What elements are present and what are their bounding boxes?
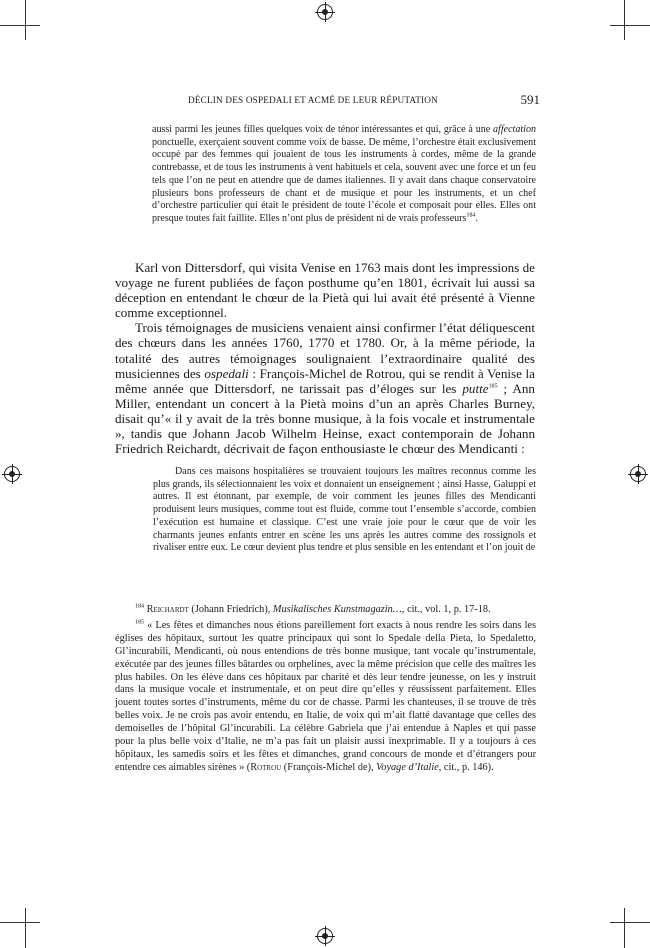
registration-mark-icon (317, 928, 333, 944)
footnote-ref: 184 (466, 212, 476, 219)
footnote: $^{185}$ « Les fêtes et dimanches nous étions pareillement fort exacts à nous rendre les soirs dans les églises des hôpitaux, surtout les quatre principaux qui sont lo Spedale della Pieta, lo Spedaletto, Gl’incurabili, Mendicanti, où nous entendions de très bonne musique, tant vocale qu’instrumentale, exécutée par des jeunes filles bâtardes ou orphelines, avec la même précision que celle des maîtres les plus habiles. On les élève dans ces hôpitaux par charité et dès leur tendre jeunesse, on les y instruit dans la musique vocale et instrumentale, et on peut dire qu’elles y réussissent parfaitement. Elles jouent toutes sortes d’instruments, même du cor de chasse. Parmi les chanteuses, il se trouve de très belles voix. Je ne crois pas avoir entendu, en Italie, de voix qui m’ait flatté davantage que celles des demoiselles de l’hôpital Gl’incurabili. La célèbre Gabriela que j’ai entendue à Naples et qui passe pour la plus belle voix d’Italie, ne m’a pas fait un plaisir aussi inexprimable. Il y a toujours à ces hôpitaux, les samedis soirs et les fêtes et dimanches, grand concours de monde et d’étrangers pour entendre ces aimables sirènes » (Rotrou (François-Michel de), Voyage d’Italie, cit., p. 146). (115, 619, 537, 773)
footnotes (115, 604, 536, 778)
running-header (168, 94, 540, 108)
paragraph: Karl von Dittersdorf, qui visita Venise en 1763 mais dont les impressions de voyage ne furent publiées de façon posthume qu’en 1801, écrivait lui aussi sa déception en entendant le chœur de la Pietà qui lui avait été présenté à Vienne comme exceptionnel. (115, 260, 535, 321)
registration-mark-icon (630, 466, 646, 482)
crop-mark (25, 908, 26, 948)
crop-mark (610, 25, 650, 26)
body-text (115, 260, 535, 456)
paragraph: Trois témoignages de musiciens venaient ainsi confirmer l’état déliquescent des chœurs dans les années 1760, 1770 et 1780. Or, à la même période, la totalité des autres témoignages soulignaient l’extraordinaire qualité des musiciennes des ospedali : François-Michel de Rotrou, qui se rendit à Venise la même année que Dittersdorf, ne tarissait pas d’éloges sur les putte$^{185}$ ; Ann Miller, entendant un concert à la Pietà moins d’un an après Charles Burney, disait qu’« il y avait de la très bonne musique, à la fois vocale et instrumentale », tandis que Johann Jacob Wilhelm Heinse, exact contemporain de Johann Friedrich Reichardt, décrivait de façon enthousiaste le chœur des Mendicanti : (115, 320, 535, 457)
crop-mark (25, 0, 26, 40)
registration-mark-icon (4, 466, 20, 482)
page-number: 591 (520, 92, 540, 107)
crop-mark (624, 0, 625, 40)
running-title: DÉCLIN DES OSPEDALI ET ACMÉ DE LEUR RÉPUTATION (188, 95, 438, 105)
footnote-ref: 185 (488, 383, 498, 390)
crop-mark (624, 908, 625, 948)
crop-mark (0, 25, 40, 26)
footnote: $^{184}$ Reichardt (Johann Friedrich), Musikalisches Kunstmagazin…, cit., vol. 1, p. 17-18. (135, 603, 491, 615)
block-quote: aussi parmi les jeunes filles quelques voix de ténor intéressantes et qui, grâce à une affectation ponctuelle, exerçaient souvent comme voix de basse. De même, l’orchestre était exclusivement occupé par des femmes qui jouaient de tous les instruments à cordes, même de la grande contrebasse, et de tous les instruments à vent habituels et cela, souvent avec une force et un feu tels que l’on ne peut en attendre que de dames italiennes. Il y avait dans chaque conservatoire plusieurs bons professeurs de chant et de musique et pour les instruments, et un chef d’orchestre particulier qui était le président de toute l’école et composait pour elles. Elles ont presque toutes fait faillite. Elles n’ont plus de président ni de vrais professeurs$^{184}$. (152, 124, 536, 224)
crop-mark (610, 922, 650, 923)
block-quote: Dans ces maisons hospitalières se trouvaient toujours les maîtres reconnus comme les plus grands, ils sélectionnaient les voix et donnaient un enseignement ; ainsi Hasse, Galuppi et autres. Il est étonnant, par exemple, de voir comment les jeunes filles des Mendicanti produisent leurs musiques, comme tout est fluide, comme tout l’ensemble s’accorde, combien l’exécution est humaine et classique. C’est une vraie joie pour le cœur que de voir les charmants jeunes enfants entrer en scène les uns après les autres comme des rossignols et rivaliser entre eux. Le cœur devient plus tendre et plus sensible en les entendant et l’on jouit de (153, 466, 536, 554)
registration-mark-icon (317, 4, 333, 20)
crop-mark (0, 922, 40, 923)
